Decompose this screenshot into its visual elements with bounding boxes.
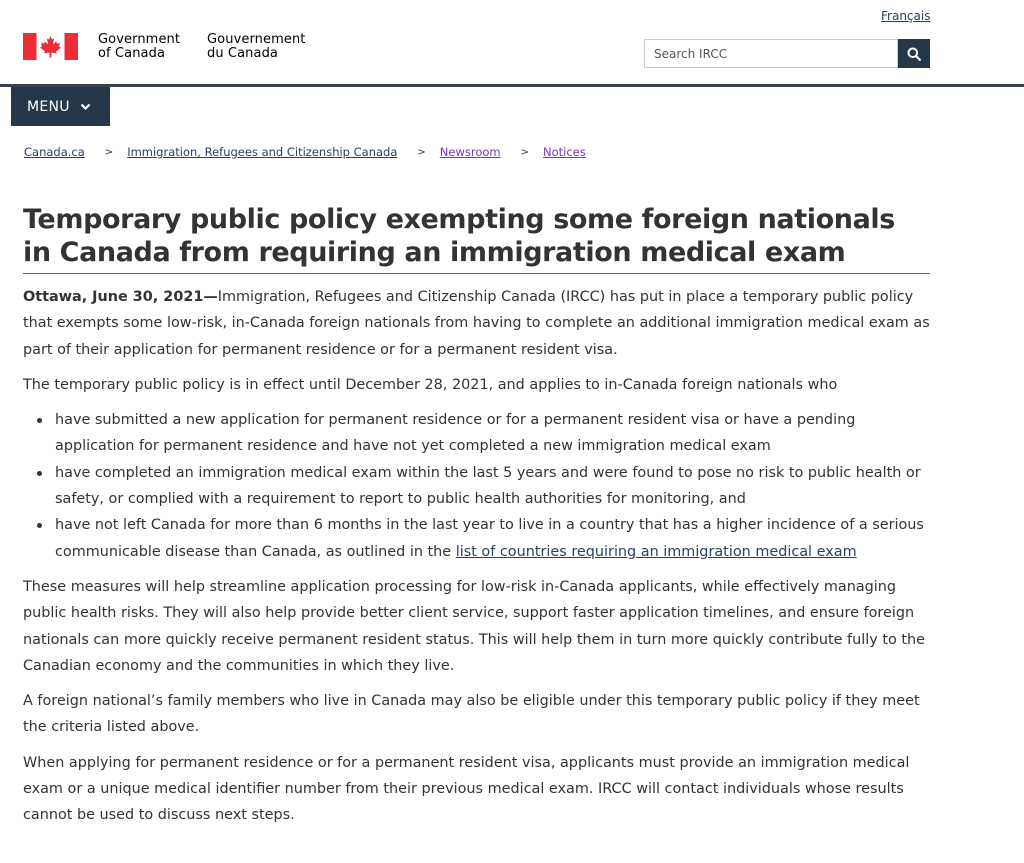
list-item: have submitted a new application for permanent residence or for a permanent resident visa or have a pending application for permanent residence and have not yet completed a new immigration medical exam <box>23 407 930 460</box>
article-paragraph-4: A foreign national’s family members who live in Canada may also be eligible under this temporary public policy if they meet the criteria listed above. <box>23 693 920 736</box>
eligibility-list <box>23 407 930 565</box>
breadcrumb-canada-ca[interactable]: Canada.ca <box>24 145 85 159</box>
search-icon <box>907 47 921 61</box>
article-body <box>23 284 930 838</box>
wordmark-french <box>207 33 306 61</box>
wordmark-en-line1: Government <box>98 32 181 47</box>
breadcrumb <box>24 145 586 159</box>
search-button[interactable] <box>898 39 930 68</box>
bullet-3-text: have not left Canada for more than 6 months in the last year to live in a country that has a higher incidence of a serious communicable disease than Canada, as outlined in the <box>55 517 924 560</box>
language-toggle-link[interactable]: Français <box>881 9 931 23</box>
breadcrumb-notices[interactable]: Notices <box>543 145 586 159</box>
paragraph-1-text: Immigration, Refugees and Citizenship Canada (IRCC) has put in place a temporary public policy that exempts some low-risk, in-Canada foreign nationals from having to complete an additional immigration medical exam as part of their application for permanent residence or for a permanent resident visa. <box>23 289 930 358</box>
menu-label: MENU <box>27 98 70 115</box>
dateline: Ottawa, June 30, 2021— <box>23 289 218 305</box>
breadcrumb-separator-icon: > <box>520 146 529 158</box>
article-paragraph-2: The temporary public policy is in effect until December 28, 2021, and applies to in-Canada foreign nationals who <box>23 376 838 393</box>
article-paragraph-1 <box>23 284 930 363</box>
page-title: Temporary public policy exempting some foreign nationals in Canada from requiring an immigration medical exam <box>23 203 930 274</box>
wordmark-fr-line1: Gouvernement <box>207 32 306 47</box>
countries-list-link[interactable]: list of countries requiring an immigration medical exam <box>455 543 857 560</box>
chevron-down-icon <box>80 103 91 111</box>
breadcrumb-separator-icon: > <box>104 146 114 158</box>
article-paragraph-5: When applying for permanent residence or for a permanent resident visa, applicants must provide an immigration medical exam or a unique medical identifier number from their previous medical exam. IRCC will contact individuals whose results cannot be used to discuss next steps. <box>23 754 910 824</box>
search-input[interactable] <box>644 39 898 68</box>
list-item: have completed an immigration medical exam within the last 5 years and were found to pose no risk to public health or safety, or complied with a requirement to report to public health authorities for monitoring, and <box>23 460 930 513</box>
breadcrumb-newsroom[interactable]: Newsroom <box>439 145 501 159</box>
article-paragraph-3: These measures will help streamline application processing for low-risk in-Canada applicants, while effectively managing public health risks. They will also help provide better client service, support faster application timelines, and ensure foreign nationals can more quickly receive permanent resident status. This will help them in turn more quickly contribute fully to the Canadian economy and the communities in which they live. <box>23 578 925 674</box>
wordmark-english <box>98 33 180 61</box>
list-item <box>23 512 930 565</box>
breadcrumb-separator-icon: > <box>417 146 426 158</box>
breadcrumb-ircc[interactable]: Immigration, Refugees and Citizenship Canada <box>127 145 398 159</box>
header-divider <box>0 84 1024 87</box>
menu-button[interactable] <box>11 87 110 126</box>
wordmark-fr-line2: du Canada <box>207 46 278 61</box>
canada-flag-icon <box>23 33 78 60</box>
wordmark-en-line2: of Canada <box>98 46 166 61</box>
